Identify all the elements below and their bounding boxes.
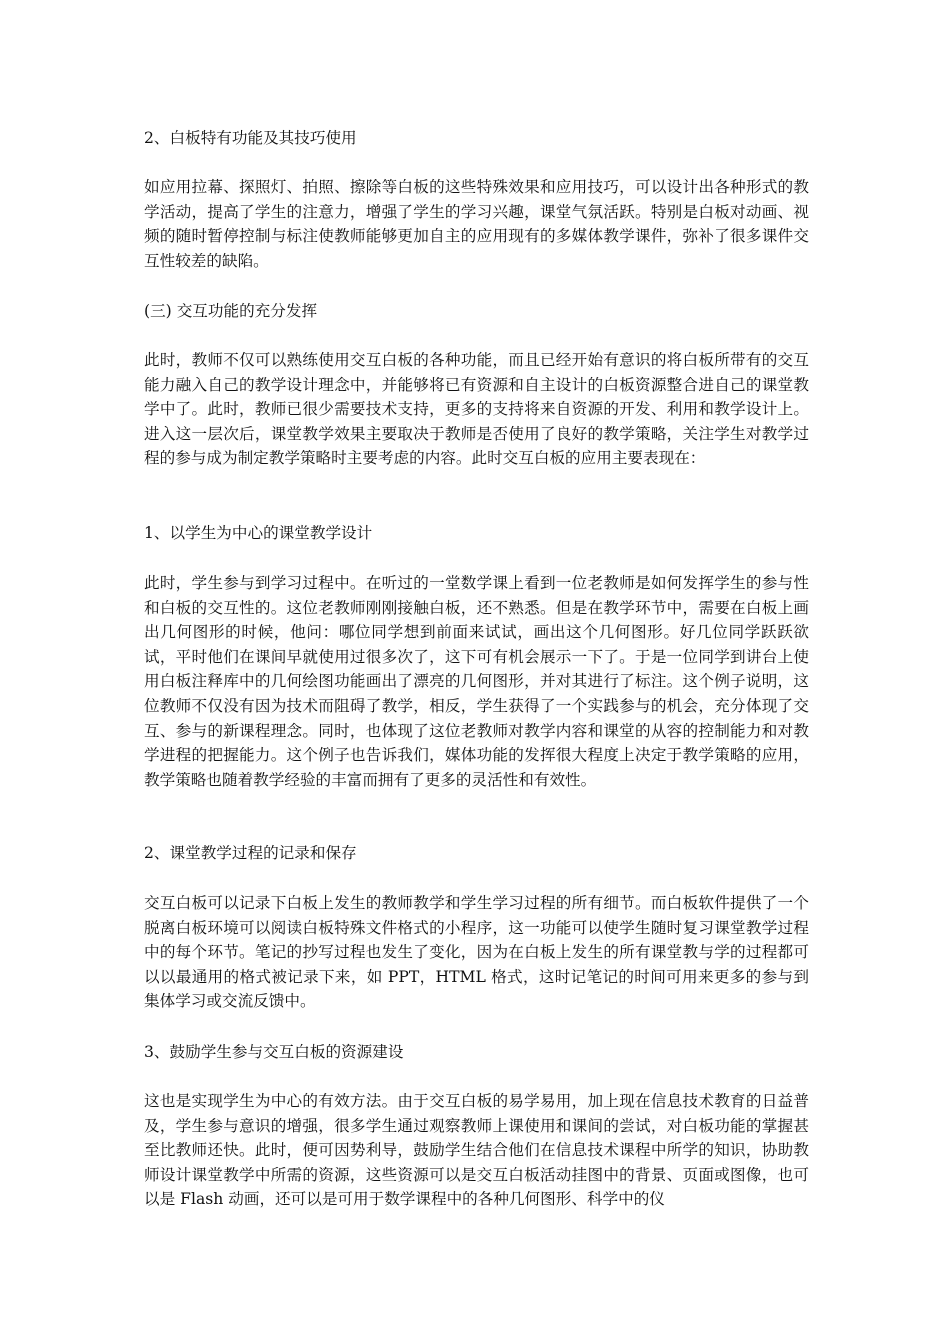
paragraph-whiteboard-techniques: 如应用拉幕、探照灯、拍照、擦除等白板的这些特殊效果和应用技巧，可以设计出各种形式的教学活动，提高了学生的注意力，增强了学生的学习兴趣，课堂气氛活跃。特别是白板对动画、视频的随时暂停控制与标注使教师能够更加自主的应用现有的多媒体教学课件，弥补了很多课件交互性较差的缺陷。 xyxy=(144,178,809,270)
paragraph-math-class-example: 此时，学生参与到学习过程中。在听过的一堂数学课上看到一位老教师是如何发挥学生的参与性和白板的交互性的。这位老教师刚刚接触白板，还不熟悉。但是在教学环节中，需要在白板上画出几何图形的时候，他问：哪位同学想到前面来试试，画出这个几何图形。好几位同学跃跃欲试，平时他们在课间早就使用过很多次了，这下可有机会展示一下了。于是一位同学到讲台上使用白板注释库中的几何绘图功能画出了漂亮的几何图形，并对其进行了标注。这个例子说明，这位教师不仅没有因为技术而阻碍了教学，相反，学生获得了一个实践参与的机会，充分体现了交互、参与的新课程理念。同时，也体现了这位老教师对教学内容和课堂的从容的控制能力和对教学进程的把握能力。这个例子也告诉我们，媒体功能的发挥很大程度上决定于教学策略的应用，教学策略也随着教学经验的丰富而拥有了更多的灵活性和有效性。 xyxy=(144,574,809,789)
section-heading-student-centered: 1、以学生为中心的课堂教学设计 xyxy=(144,524,373,542)
paragraph-recording: 交互白板可以记录下白板上发生的教师教学和学生学习过程的所有细节。而白板软件提供了一个脱离白板环境可以阅读白板特殊文件格式的小程序，这一功能可以使学生随时复习课堂教学过程中的每个环节。笔记的抄写过程也发生了变化，因为在白板上发生的所有课堂教与学的过程都可以以最通用的格式被记录下来，如 PPT，HTML 格式，这时记笔记的时间可用来更多的参与到集体学习或交流反馈中。 xyxy=(144,894,809,1011)
paragraph-interaction-stage: 此时，教师不仅可以熟练使用交互白板的各种功能，而且已经开始有意识的将白板所带有的交互能力融入自己的教学设计理念中，并能够将已有资源和自主设计的白板资源整合进自己的课堂教学中了。此时，教师已很少需要技术支持，更多的支持将来自资源的开发、利用和教学设计上。进入这一层次后，课堂教学效果主要取决于教师是否使用了良好的教学策略，关注学生对教学过程的参与成为制定教学策略时主要考虑的内容。此时交互白板的应用主要表现在： xyxy=(144,351,809,468)
paragraph-resource-building: 这也是实现学生为中心的有效方法。由于交互白板的易学易用，加上现在信息技术教育的日益普及，学生参与意识的增强，很多学生通过观察教师上课使用和课间的尝试，对白板功能的掌握甚至比教师还快。此时，便可因势利导，鼓励学生结合他们在信息技术课程中所学的知识，协助教师设计课堂教学中所需的资源，这些资源可以是交互白板活动挂图中的背景、页面或图像，也可以是 Flash 动画，还可以是可用于数学课程中的各种几何图形、科学中的仪 xyxy=(144,1092,809,1209)
section-heading-interaction: (三) 交互功能的充分发挥 xyxy=(144,302,318,320)
section-heading-resource-building: 3、鼓励学生参与交互白板的资源建设 xyxy=(144,1043,404,1061)
section-heading-whiteboard-features: 2、白板特有功能及其技巧使用 xyxy=(144,129,357,147)
section-heading-recording: 2、课堂教学过程的记录和保存 xyxy=(144,844,357,862)
